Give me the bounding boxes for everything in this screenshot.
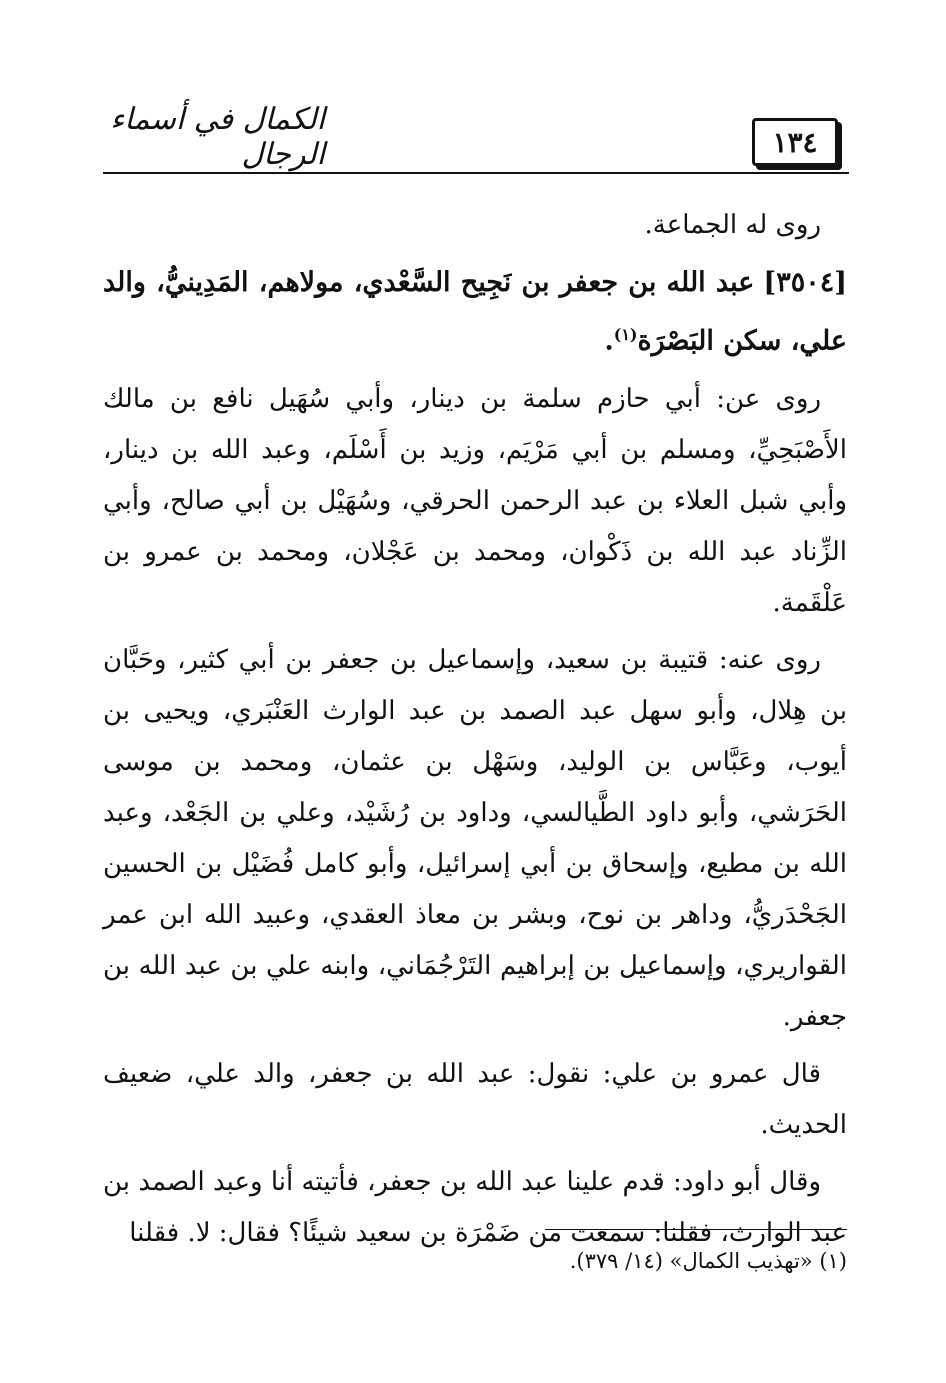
page-number: ١٣٤ — [752, 118, 838, 166]
footnote-reference: (١) — [613, 325, 638, 344]
header-divider — [103, 172, 849, 174]
footnote-divider — [545, 1229, 847, 1230]
entry-paragraph — [103, 257, 847, 368]
entry-heading-tail: . — [604, 325, 614, 357]
entry-heading: عبد الله بن جعفر بن نَجِيح السَّعْدي، مولاهم، المَدِينيُّ، والد علي، سكن البَصْرَة — [103, 267, 847, 357]
paragraph: قال عمرو بن علي: نقول: عبد الله بن جعفر، والد علي، ضعيف الحديث. — [103, 1058, 847, 1140]
paragraph: روى عن: أبي حازم سلمة بن دينار، وأبي سُهَيل نافع بن مالك الأَصْبَحِيِّ، ومسلم بن أبي مَرْيَم، وزيد بن أَسْلَم، وعبد الله بن دينار، وأبي شبل العلاء بن عبد الرحمن الحرقي، وسُهَيْل بن أبي صالح، وأبي الزِّناد عبد الله بن ذَكْوان، ومحمد بن عَجْلان، ومحمد بن عمرو بن عَلْقَمة. — [103, 383, 847, 618]
paragraph: روى عنه: قتيبة بن سعيد، وإسماعيل بن جعفر بن أبي كثير، وحَبَّان بن هِلال، وأبو سهل عبد الصمد بن عبد الوارث العَنْبَري، ويحيى بن أيوب، وعَبَّاس بن الوليد، وسَهْل بن عثمان، ومحمد بن موسى الحَرَشي، وأبو داود الطَّيالسي، وداود بن رُشَيْد، وعلي بن الجَعْد، وعبد الله بن مطيع، وإسحاق بن أبي إسرائيل، وأبو كامل فُضَيْل بن الحسين الجَحْدَريُّ، وداهر بن نوح، وبشر بن معاذ العقدي، وعبيد الله ابن عمر القواريري، وإسماعيل بن إبراهيم التَرْجُمَاني، وابنه علي بن عبد الله بن جعفر. — [103, 644, 847, 1032]
running-header-title: الكمال في أسماء الرجال — [110, 102, 325, 172]
entry-number: [٣٥٠٤] — [763, 267, 847, 298]
paragraph: روى له الجماعة. — [644, 210, 821, 240]
paragraph: وقال أبو داود: قدم علينا عبد الله بن جعفر، فأتيته أنا وعبد الصمد بن عبد الوارث، فقلنا: سمعت من ضَمْرَة بن سعيد شيئًا؟ فقال: لا. فقلنا — [103, 1166, 847, 1248]
main-text — [103, 200, 847, 1265]
footnote: (١) «تهذيب الكمال» (١٤/ ٣٧٩). — [569, 1249, 847, 1273]
